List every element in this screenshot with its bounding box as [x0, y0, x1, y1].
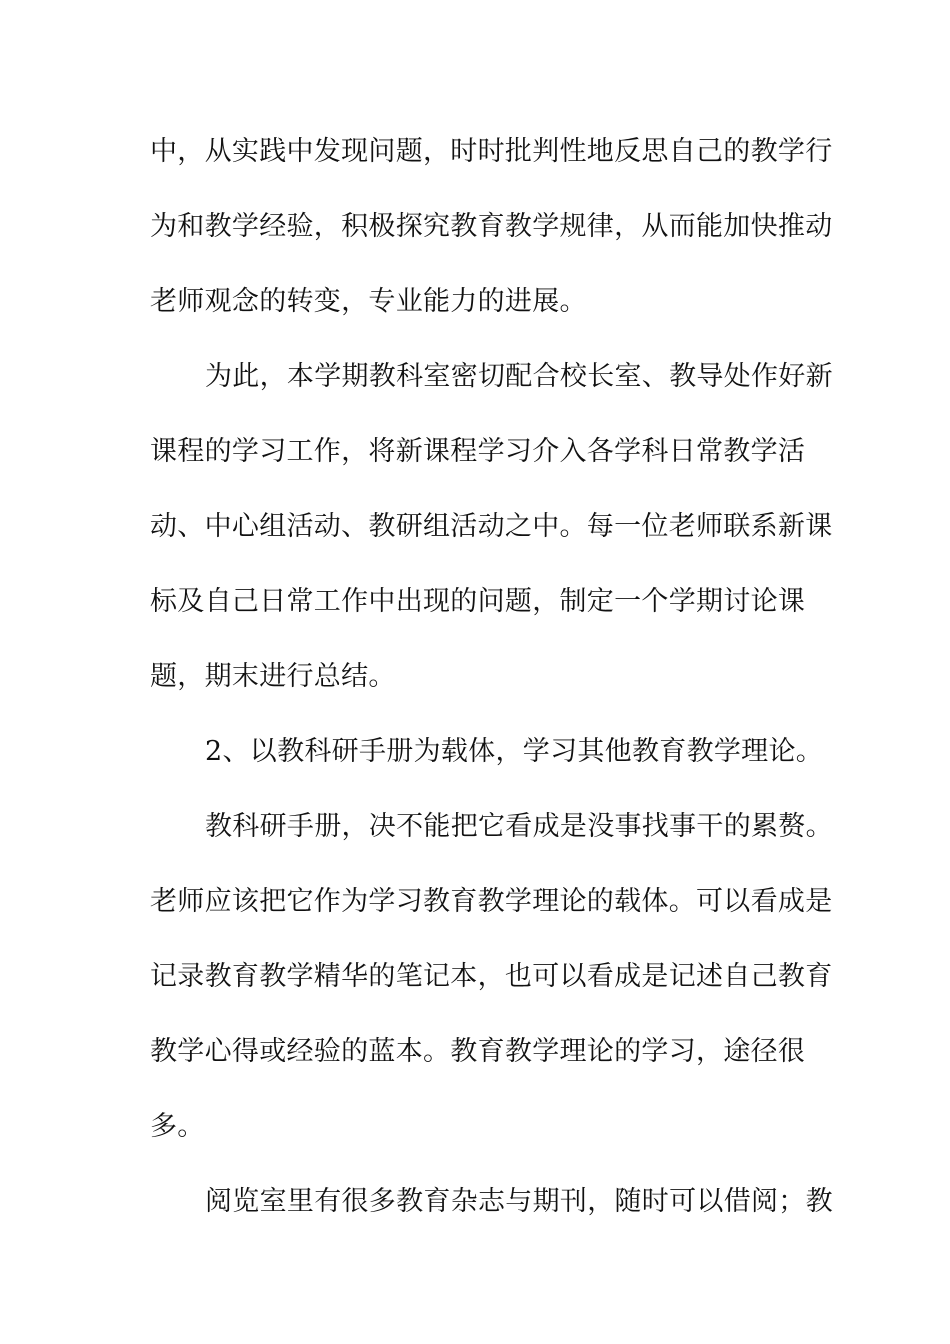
text-line: 标及自己日常工作中出现的问题，制定一个学期讨论课	[150, 586, 806, 617]
text-line: 教学心得或经验的蓝本。教育教学理论的学习，途径很	[150, 1036, 806, 1067]
text-line: 老师应该把它作为学习教育教学理论的载体。可以看成是	[150, 886, 833, 917]
text-line: 动、中心组活动、教研组活动之中。每一位老师联系新课	[150, 511, 833, 542]
paragraph-start-line: 阅览室里有很多教育杂志与期刊，随时可以借阅；教	[205, 1186, 833, 1217]
text-line: 记录教育教学精华的笔记本，也可以看成是记述自己教育	[150, 961, 833, 992]
text-line: 老师观念的转变，专业能力的进展。	[150, 286, 587, 317]
section-heading: 2、以教科研手册为载体，学习其他教育教学理论。	[205, 736, 824, 767]
text-line: 多。	[150, 1111, 205, 1142]
text-line: 中，从实践中发现问题，时时批判性地反思自己的教学行	[150, 136, 833, 167]
text-line: 课程的学习工作，将新课程学习介入各学科日常教学活	[150, 436, 806, 467]
text-line: 题，期末进行总结。	[150, 661, 396, 692]
text-line: 为和教学经验，积极探究教育教学规律，从而能加快推动	[150, 211, 833, 242]
paragraph-start-line: 为此，本学期教科室密切配合校长室、教导处作好新	[205, 361, 833, 392]
paragraph-start-line: 教科研手册，决不能把它看成是没事找事干的累赘。	[205, 811, 833, 842]
